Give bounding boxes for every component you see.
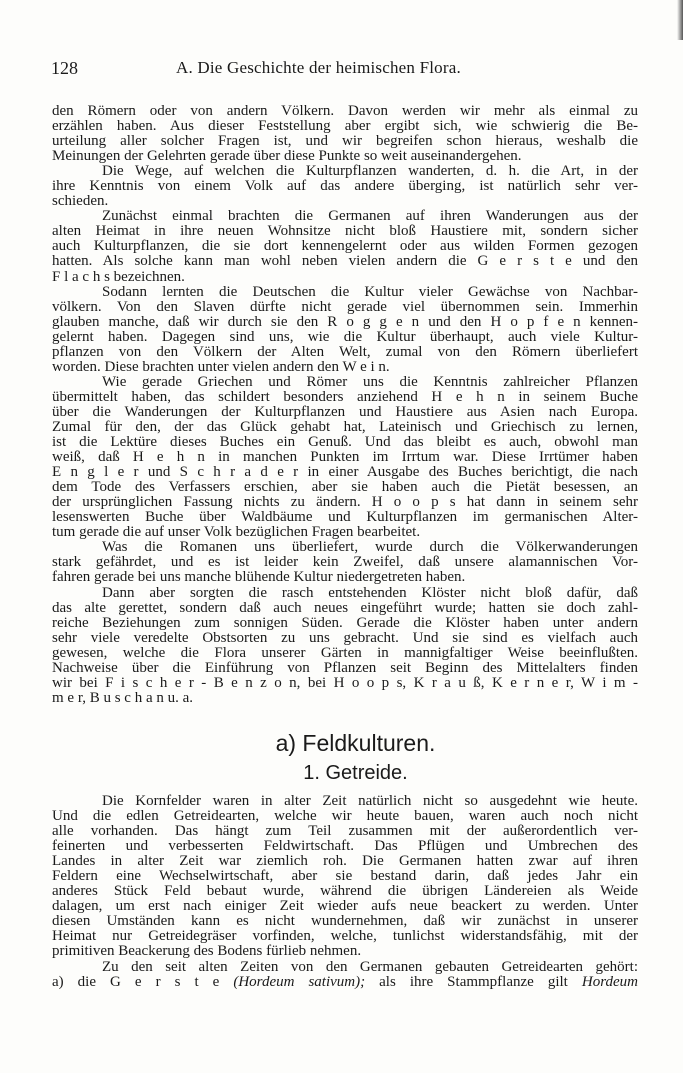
italic-term: (Hordeum sativum);	[233, 974, 366, 990]
paragraph	[52, 164, 638, 209]
text-run: a) die G e r s t e	[52, 974, 234, 990]
paragraph	[52, 540, 638, 585]
text-line: Und die edlen Getreidearten, welche wir heute bauen, waren auch noch nicht	[52, 809, 638, 825]
paragraph	[52, 209, 638, 284]
text-line: Die Wege, auf welchen die Kulturpflanzen wanderten, d. h. die Art, in der	[102, 164, 638, 180]
paragraph	[52, 285, 638, 375]
text-line: alten Heimat in ihre neuen Wohnsitze nicht bloß Haustiere mit, sondern sicher	[52, 224, 638, 240]
text-line: schieden.	[52, 194, 109, 210]
text-line: dalagen, um erst nach einiger Zeit wieder aufs neue beackert zu werden. Unter	[52, 899, 638, 915]
text-line: Dann aber sorgten die rasch entstehenden Klöster nicht bloß dafür, daß	[102, 585, 638, 601]
text-line: gelernt haben. Dagegen sind uns, wie die Kultur überhaupt, auch viele Kultur-	[52, 329, 638, 345]
running-title: A. Die Geschichte der heimischen Flora.	[176, 58, 461, 77]
text-line: Sodann lernten die Deutschen die Kultur vieler Gewächse von Nachbar-	[102, 284, 638, 300]
paragraph	[52, 104, 638, 164]
text-line: Zu den seit alten Zeiten von den Germanen gebauten Getreidearten gehört:	[102, 959, 638, 975]
italic-term: Hordeum	[581, 974, 638, 990]
page-number: 128	[51, 58, 78, 78]
paragraph	[52, 960, 638, 990]
text-line: Die Kornfelder waren in alter Zeit natürlich nicht so ausgedehnt wie heute.	[102, 794, 638, 809]
text-line: wir bei F i s c h e r - B e n z o n, bei H o o p s, K r a u ß, K e r n e r, W i m -	[52, 675, 638, 691]
text-line: tum gerade die auf unser Volk bezüglichen Fragen bearbeitet.	[52, 525, 421, 541]
paragraph	[52, 586, 638, 706]
text-line: Zumal für den, der das Glück gehabt hat, Lateinisch und Griechisch zu lernen,	[52, 419, 638, 435]
text-line: weiß, daß H e h n in manchen Punkten im Irrtum war. Diese Irrtümer haben	[52, 450, 638, 466]
text-line: Feldern eine Wechselwirtschaft, aber sie bestand darin, daß jedes Jahr ein	[52, 869, 638, 885]
text-line: reiche Beziehungen zum sonnigen Süden. Gerade die Klöster haben unter andern	[52, 615, 638, 631]
body-section-1	[52, 104, 638, 706]
text-line: stark gefährdet, und es ist leider kein Zweifel, daß unsere alamannischen Vor-	[52, 555, 638, 571]
text-line: worden. Diese brachten unter vielen andern den W e i n.	[52, 359, 390, 375]
text-line: erzählen haben. Aus dieser Feststellung aber ergibt sich, wie schwierig die Be-	[52, 119, 638, 135]
text-line: feinerten und verbesserten Feldwirtschaft. Das Pflügen und Umbrechen des	[52, 839, 638, 855]
text-line: sehr viele veredelte Obstsorten zu uns gebracht. Und sie sind es vielfach auch	[52, 630, 638, 646]
text-line: hatten. Als solche kann man wohl neben vielen andern die G e r s t e und den	[52, 254, 638, 270]
text-line: urteilung aller solcher Fragen ist, und wir begreifen schon hieraus, weshalb die	[52, 134, 638, 150]
text-line: pflanzen von den Völkern der Alten Welt, zumal von den Römern überliefert	[52, 344, 638, 360]
text-line: lesenswerten Buche über Waldbäume und Kulturpflanzen im germanischen Alter-	[52, 510, 638, 526]
paragraph	[52, 375, 638, 541]
text-line: das alte gerettet, sondern daß auch neues eingeführt wurde; hatten sie doch zahl-	[52, 600, 638, 616]
text-line: der ursprünglichen Fassung nichts zu ändern. H o o p s hat dann in seinem sehr	[52, 495, 638, 511]
text-line	[52, 975, 638, 990]
text-line: alle vorhanden. Das hängt zum Teil zusammen mit der außerordentlich ver-	[52, 824, 638, 840]
text-line: fahren gerade bei uns manche blühende Kultur niedergetreten haben.	[52, 570, 466, 586]
text-line: Wie gerade Griechen und Römer uns die Kenntnis zahlreicher Pflanzen	[102, 374, 638, 390]
text-line: m e r, B u s c h a n u. a.	[52, 690, 194, 706]
body-section-2	[52, 794, 638, 990]
text-line: über die Wanderungen der Kulturpflanzen und Haustiere aus Asien nach Europa.	[52, 404, 638, 420]
text-line: gewesen, welche die Flora unserer Gärten in mannigfaltiger Weise beeinflußten.	[52, 645, 638, 661]
text-line: E n g l e r und S c h r a d e r in einer Ausgabe des Buches berichtigt, die nach	[52, 465, 638, 481]
section-heading: a) Feldkulturen.	[275, 730, 436, 756]
text-line: völkern. Von den Slaven dürfte nicht gerade viel übernommen sein. Immerhin	[52, 299, 638, 315]
text-line: ist die Lektüre dieses Buches ein Genuß. Und das bleibt es auch, obwohl man	[52, 435, 638, 451]
text-line: Landes in alter Zeit war ziemlich roh. Die Germanen hatten zwar auf ihren	[52, 854, 638, 870]
text-line: anderes Stück Feld bebaut wurde, während die übrigen Ländereien als Weide	[52, 884, 638, 900]
text-line: auch Kulturpflanzen, die sie dort kennengelernt oder aus wilden Formen gezogen	[52, 239, 638, 255]
text-line: diesen Umständen kann es nicht wundernehmen, daß wir zunächst in unserer	[52, 914, 638, 930]
text-line: Meinungen der Gelehrten gerade über diese Punkte so weit auseinandergehen.	[52, 149, 522, 165]
text-line: dem Tode des Verfassers erschien, aber sie haben auch die Pietät besessen, an	[52, 480, 638, 496]
text-line: Was die Romanen uns überliefert, wurde durch die Völkerwanderungen	[102, 540, 638, 556]
scan-edge	[677, 0, 683, 40]
text-line: den Römern oder von andern Völkern. Davon werden wir mehr als einmal zu	[52, 104, 638, 119]
text-line: Zunächst einmal brachten die Germanen auf ihren Wanderungen aus der	[102, 209, 638, 225]
text-line: primitiven Beackerung des Bodens fürlieb nehmen.	[52, 944, 362, 960]
text-line: Heimat nur Getreidegräser vorfinden, welche, tunlichst widerstandsfähig, mit der	[52, 929, 638, 945]
subsection-heading: 1. Getreide.	[303, 762, 408, 784]
text-line: F l a c h s bezeichnen.	[52, 269, 185, 285]
text-line: übermittelt haben, das schildert besonders anziehend H e h n in seinem Buche	[52, 389, 638, 405]
text-line: Nachweise über die Einführung von Pflanzen seit Beginn des Mittelalters finden	[52, 660, 638, 676]
text-line: ihre Kenntnis von einem Volk auf das andere überging, ist natürlich sehr ver-	[52, 179, 638, 195]
text-run: als ihre Stammpflanze gilt	[365, 974, 582, 990]
text-line: glauben manche, daß wir durch sie den R o g g e n und den H o p f e n kennen-	[52, 314, 638, 330]
paragraph	[52, 794, 638, 960]
